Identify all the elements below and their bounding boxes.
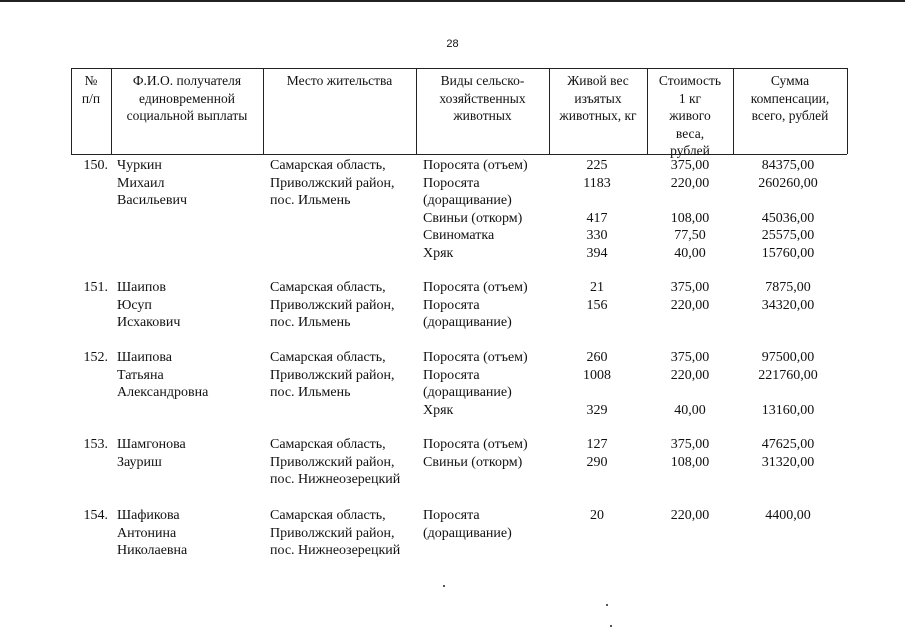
recipient-name-line: Антонина — [117, 525, 177, 541]
price-per-kg-value: 108,00 — [670, 454, 710, 470]
animal-type-line: (доращивание) — [423, 525, 512, 541]
residence-line: Самарская область, — [270, 280, 386, 295]
live-weight-value: 260 — [586, 350, 608, 365]
header-recipient-name — [111, 72, 263, 125]
header-line: животных — [453, 108, 512, 123]
scan-speck — [610, 625, 612, 627]
header-line: № — [84, 73, 98, 88]
total-compensation-value: 221760,00 — [758, 367, 818, 383]
live-weight-value: 156 — [586, 297, 608, 313]
animal-type-line: Свиньи (откорм) — [423, 210, 523, 226]
residence-line: Самарская область, — [270, 350, 386, 365]
header-total-compensation — [733, 72, 847, 125]
animal-type-line: Поросята — [423, 175, 480, 191]
header-live-weight — [549, 72, 647, 125]
live-weight-value: 1008 — [583, 367, 611, 383]
live-weight-value: 127 — [586, 437, 608, 452]
residence-line: Приволжский район, — [270, 525, 395, 541]
record-number: 151. — [83, 280, 108, 295]
header-line: Сумма — [770, 73, 810, 88]
residence-line: пос. Нижнеозерецкий — [270, 472, 401, 487]
record-number: 150. — [83, 158, 108, 173]
live-weight-value: 21 — [590, 280, 604, 295]
recipient-name-line: Шаипов — [117, 280, 166, 295]
animal-type-line: (доращивание) — [423, 315, 512, 330]
animal-type-line: Хряк — [423, 245, 454, 261]
header-line: животных, кг — [559, 108, 637, 123]
residence-line: пос. Ильмень — [270, 193, 351, 208]
record-number: 154. — [83, 508, 108, 523]
animal-type-line: Поросята (отъем) — [423, 280, 528, 295]
recipient-name-line: Михаил — [117, 175, 165, 191]
total-compensation-value: 31320,00 — [761, 454, 815, 470]
header-line: единовременной — [139, 90, 235, 106]
price-per-kg-value: 375,00 — [670, 437, 710, 452]
header-line: п/п — [81, 90, 101, 106]
residence-line: Приволжский район, — [270, 367, 395, 383]
header-line: компенсации, — [750, 90, 830, 106]
total-compensation-value: 260260,00 — [758, 175, 818, 191]
recipient-name-line: Зауриш — [117, 454, 162, 470]
animal-type-line: (доращивание) — [423, 385, 512, 400]
price-per-kg-value: 220,00 — [670, 508, 710, 523]
header-top-line — [71, 68, 847, 69]
header-price-per-kg — [647, 72, 733, 160]
animal-type-line: Поросята (отъем) — [423, 158, 528, 173]
residence-line: Самарская область, — [270, 437, 386, 452]
total-compensation-value: 25575,00 — [761, 228, 815, 243]
animal-type-line: Поросята — [423, 297, 480, 313]
live-weight-value: 330 — [586, 228, 608, 243]
header-line: Место жительства — [286, 73, 393, 88]
live-weight-value: 1183 — [583, 175, 611, 191]
top-border-line — [0, 0, 905, 2]
recipient-name-line: Александровна — [117, 385, 209, 400]
recipient-name-line: Шаипова — [117, 350, 172, 365]
animal-type-line: (доращивание) — [423, 193, 512, 208]
residence-line: Приволжский район, — [270, 454, 395, 470]
animal-type-line: Хряк — [423, 402, 454, 418]
total-compensation-value: 45036,00 — [761, 210, 815, 226]
price-per-kg-value: 40,00 — [674, 402, 706, 418]
header-line: живого — [669, 108, 711, 123]
header-residence — [263, 72, 416, 90]
residence-line: Самарская область, — [270, 158, 386, 173]
live-weight-value: 394 — [586, 245, 608, 261]
scan-speck — [443, 585, 445, 587]
total-compensation-value: 7875,00 — [765, 280, 811, 295]
header-line: Живой вес — [567, 73, 629, 88]
header-line: Виды сельско- — [440, 73, 525, 88]
recipient-name-line: Шамгонова — [117, 437, 186, 452]
live-weight-value: 417 — [586, 210, 608, 226]
residence-line: пос. Нижнеозерецкий — [270, 543, 401, 558]
residence-line: Приволжский район, — [270, 297, 395, 313]
residence-line: Приволжский район, — [270, 175, 395, 191]
header-line: социальной выплаты — [126, 108, 248, 123]
recipient-name-line: Татьяна — [117, 367, 164, 383]
header-line: 1 кг — [678, 90, 702, 106]
total-compensation-value: 15760,00 — [761, 245, 815, 261]
residence-line: пос. Ильмень — [270, 315, 351, 330]
header-line: Стоимость — [658, 73, 722, 88]
price-per-kg-value: 375,00 — [670, 280, 710, 295]
live-weight-value: 290 — [586, 454, 608, 470]
header-line: веса, — [675, 125, 705, 141]
header-animal-types — [416, 72, 549, 125]
animal-type-line: Поросята — [423, 367, 480, 383]
total-compensation-value: 97500,00 — [761, 350, 815, 365]
total-compensation-value: 47625,00 — [761, 437, 815, 452]
recipient-name-line: Васильевич — [117, 193, 187, 208]
animal-type-line: Поросята — [423, 508, 480, 523]
total-compensation-value: 84375,00 — [761, 158, 815, 173]
scan-speck — [606, 604, 608, 606]
live-weight-value: 329 — [586, 402, 608, 418]
record-number: 152. — [83, 350, 108, 365]
header-number — [71, 72, 111, 107]
residence-line: пос. Ильмень — [270, 385, 351, 400]
header-line: всего, рублей — [751, 108, 829, 123]
animal-type-line: Поросята (отъем) — [423, 350, 528, 365]
recipient-name-line: Николаевна — [117, 543, 188, 558]
total-compensation-value: 4400,00 — [765, 508, 811, 523]
price-per-kg-value: 220,00 — [670, 175, 710, 191]
recipient-name-line: Шафикова — [117, 508, 180, 523]
price-per-kg-value: 220,00 — [670, 367, 710, 383]
price-per-kg-value: 40,00 — [674, 245, 706, 261]
header-line: Ф.И.О. получателя — [132, 73, 242, 88]
total-compensation-value: 13160,00 — [761, 402, 815, 418]
price-per-kg-value: 77,50 — [674, 228, 706, 243]
page-number: 28 — [446, 38, 459, 50]
total-compensation-value: 34320,00 — [761, 297, 815, 313]
record-number: 153. — [83, 437, 108, 452]
price-per-kg-value: 375,00 — [670, 158, 710, 173]
animal-type-line: Свиноматка — [423, 228, 495, 243]
animal-type-line: Свиньи (откорм) — [423, 454, 523, 470]
residence-line: Самарская область, — [270, 508, 386, 523]
price-per-kg-value: 220,00 — [670, 297, 710, 313]
header-line: изъятых — [574, 90, 622, 106]
recipient-name-line: Юсуп — [117, 297, 152, 313]
recipient-name-line: Чуркин — [117, 158, 162, 173]
header-line: рублей — [670, 143, 710, 158]
header-line: хозяйственных — [439, 90, 526, 106]
price-per-kg-value: 108,00 — [670, 210, 710, 226]
live-weight-value: 225 — [586, 158, 608, 173]
live-weight-value: 20 — [590, 508, 604, 523]
animal-type-line: Поросята (отъем) — [423, 437, 528, 452]
header-column-line — [847, 68, 848, 154]
price-per-kg-value: 375,00 — [670, 350, 710, 365]
recipient-name-line: Исхакович — [117, 315, 181, 330]
